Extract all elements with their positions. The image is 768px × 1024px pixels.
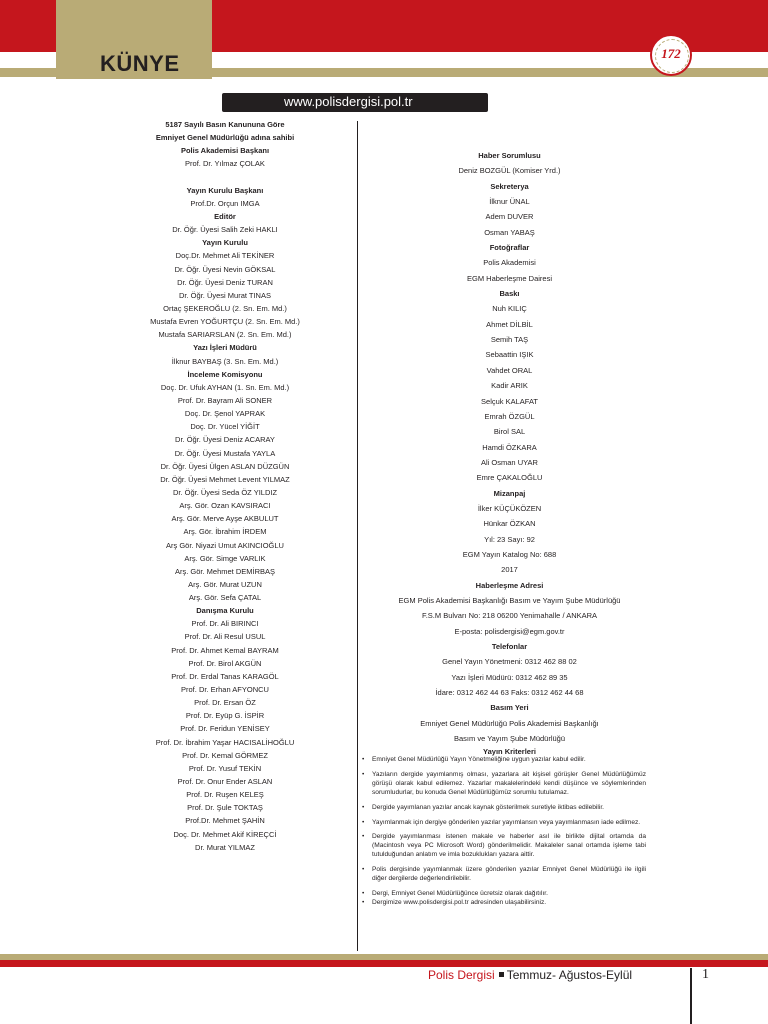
masthead-line: Prof. Dr. Şule TOKTAŞ: [187, 803, 263, 813]
column-divider: [357, 121, 358, 951]
masthead-line: Prof. Dr. Ali Resul USUL: [184, 632, 266, 642]
section-heading: Yayın Kriterleri: [483, 747, 536, 757]
criteria-item: • Dergide yayımlanması istenen makale ve haberler asıl ile birlikte dijital ortamda da (Macintosh veya PC Microsoft Word) gönderilmelidir. Makaleler sanal ortamda işleme tabi tutulduğundan anlatım ve imla bozuklukları yazara aittir.: [362, 833, 646, 860]
masthead-line: Osman YABAŞ: [484, 227, 535, 237]
masthead-line: Sebaattin IŞIK: [485, 350, 534, 360]
url-bar: [222, 93, 488, 112]
masthead-line: EGM Polis Akademisi Başkanlığı Basım ve Yayım Şube Müdürlüğü: [398, 595, 621, 605]
right-column-masthead: [362, 148, 657, 757]
section-heading: Danışma Kurulu: [196, 606, 254, 616]
masthead-line: Dr. Öğr. Üyesi Deniz TURAN: [177, 277, 273, 287]
criteria-item: • Dergide yayımlanan yazılar ancak kaynak gösterilmek suretiyle iktibas edilebilir.: [362, 804, 646, 813]
masthead-line: Yıl: 23 Sayı: 92: [484, 534, 535, 544]
section-heading: Telefonlar: [491, 642, 528, 651]
masthead-line: Polis Akademisi: [483, 258, 536, 268]
masthead-line: F.S.M Bulvarı No: 218 06200 Yenimahalle / ANKARA: [421, 611, 598, 621]
masthead-line: Mustafa SARIARSLAN (2. Sn. Em. Md.): [158, 330, 292, 340]
section-heading: Polis Akademisi Başkanı: [180, 146, 270, 156]
criteria-item: • Polis dergisinde yayımlanmak üzere gönderilen yazılar Emniyet Genel Müdürlüğü ile ilgili diğer dergilerde değerlendirilebilir.: [362, 866, 646, 884]
masthead-line: Dr. Öğr. Üyesi Nevin GÖKSAL: [174, 264, 276, 274]
masthead-line: Emniyet Genel Müdürlüğü Polis Akademisi Başkanlığı: [420, 718, 599, 728]
masthead-line: Arş. Gör. Sefa ÇATAL: [188, 593, 262, 603]
masthead-line: Yazı İşleri Müdürü: 0312 462 89 35: [451, 672, 568, 682]
masthead-line: Prof. Dr. Kemal GÖRMEZ: [182, 750, 268, 760]
masthead-line: Semih TAŞ: [490, 335, 529, 345]
masthead-line: Doç. Dr. Yücel YİĞİT: [190, 422, 260, 432]
masthead-line: Arş. Gör. Murat UZUN: [188, 579, 262, 589]
masthead-line: Arş. Gör. Ozan KAVSIRACI: [179, 501, 271, 511]
section-heading: Emniyet Genel Müdürlüğü adına sahibi: [155, 133, 295, 143]
logo-ring: [655, 39, 689, 73]
masthead-line: Arş Gör. Niyazi Umut AKINCIOĞLU: [166, 540, 284, 550]
masthead-line: Emre ÇAKALOĞLU: [476, 473, 543, 483]
masthead-line: 2017: [501, 565, 518, 575]
masthead-line: İdare: 0312 462 44 63 Faks: 0312 462 44 68: [435, 688, 584, 698]
masthead-line: Prof. Dr. Yusuf TEKİN: [188, 763, 262, 773]
section-heading: Yayın Kurulu Başkanı: [186, 185, 264, 195]
masthead-line: Arş. Gör. Mehmet DEMİRBAŞ: [174, 566, 276, 576]
section-heading: Mizanpaj: [493, 488, 526, 498]
left-column-masthead: [100, 118, 350, 854]
masthead-line: EGM Haberleşme Dairesi: [466, 273, 553, 283]
masthead-line: Birol SAL: [493, 427, 526, 437]
criteria-item: • Yayımlanmak için dergiye gönderilen yazılar yayımlansın veya yayımlanmasın iade edilmez.: [362, 819, 646, 828]
publication-criteria-list: [362, 756, 646, 908]
masthead-line: Prof. Dr. Ahmet Kemal BAYRAM: [171, 645, 279, 655]
masthead-line: Prof.Dr. Mehmet ŞAHİN: [185, 816, 265, 826]
masthead-line: Prof. Dr. Erhan AFYONCU: [181, 685, 269, 695]
masthead-line: [100, 171, 350, 184]
section-heading: 5187 Sayılı Basın Kanununa Göre: [165, 120, 285, 129]
page-title: KÜNYE: [100, 51, 180, 76]
masthead-line: Dr. Öğr. Üyesi Murat TINAS: [179, 290, 271, 300]
criteria-item: • Yazıların dergide yayımlanmış olması, yazarlara ait kişisel görüşler Genel Müdürlüğümüz görüşü olarak kabul edilemez. Yazarlar makalelerindeki kendi düşünce ve söylemlerinden sorumludurlar, bu konuda Genel Müdürlüğümüz sorumlu tutulamaz.: [362, 771, 646, 798]
masthead-line: Dr. Öğr. Üyesi Mustafa YAYLA: [174, 448, 276, 458]
masthead-line: Prof. Dr. Erdal Tanas KARAGÖL: [171, 671, 279, 681]
masthead-line: Mustafa Evren YOĞURTÇU (2. Sn. Em. Md.): [150, 317, 300, 327]
masthead-line: İlker KÜÇÜKÖZEN: [477, 503, 542, 513]
masthead-line: Vahdet ORAL: [486, 365, 533, 375]
masthead-line: Selçuk KALAFAT: [481, 396, 538, 406]
masthead-line: Doç. Dr. Ufuk AYHAN (1. Sn. Em. Md.): [160, 382, 290, 392]
masthead-line: Kadir ARIK: [491, 381, 528, 391]
section-heading: Editör: [214, 211, 236, 221]
masthead-line: Deniz BOZGÜL (Komiser Yrd.): [458, 166, 561, 176]
logo-number: 172: [661, 46, 681, 61]
section-heading: İnceleme Komisyonu: [187, 369, 263, 379]
masthead-line: Prof. Dr. Eyüp G. İSPİR: [185, 711, 265, 721]
masthead-line: Prof. Dr. Ersan ÖZ: [194, 698, 256, 708]
footer-brand: Polis Dergisi: [428, 968, 495, 982]
masthead-line: Prof. Dr. Feridun YENİSEY: [180, 724, 270, 734]
masthead-line: Basım ve Yayım Şube Müdürlüğü: [453, 734, 566, 744]
square-bullet-icon: [499, 972, 504, 977]
masthead-line: Arş. Gör. Merve Ayşe AKBULUT: [171, 514, 279, 524]
criteria-item: • Dergimize www.polisdergisi.pol.tr adresinden ulaşabilirsiniz.: [362, 899, 646, 908]
criteria-item: • Dergi, Emniyet Genel Müdürlüğünce ücretsiz olarak dağıtılır.: [362, 890, 646, 899]
footer-red-band: [0, 960, 768, 967]
masthead-line: Dr. Öğr. Üyesi Ülgen ASLAN DÜZGÜN: [160, 461, 290, 471]
masthead-line: Prof. Dr. Ruşen KELEŞ: [186, 790, 264, 800]
masthead-line: Prof. Dr. Birol AKGÜN: [188, 658, 262, 668]
page-number: 1: [702, 967, 709, 982]
masthead-line: Doç. Dr. Şenol YAPRAK: [184, 409, 266, 419]
footer-period: Temmuz- Ağustos-Eylül: [506, 968, 633, 982]
masthead-line: Dr. Murat YILMAZ: [195, 842, 255, 852]
police-academy-logo-icon: [650, 34, 692, 76]
masthead-line: Prof. Dr. Bayram Ali SONER: [177, 395, 273, 405]
section-heading: Fotoğraflar: [489, 243, 530, 253]
section-heading: Baskı: [499, 289, 520, 299]
section-heading: Sekreterya: [490, 181, 529, 191]
criteria-item: • Emniyet Genel Müdürlüğü Yayın Yönetmeliğine uygun yazılar kabul edilir.: [362, 756, 646, 765]
masthead-line: Prof.Dr. Orçun IMGA: [190, 198, 260, 208]
masthead-line: Dr. Öğr. Üyesi Mehmet Levent YILMAZ: [160, 474, 290, 484]
masthead-line: EGM Yayın Katalog No: 688: [462, 549, 557, 559]
masthead-line: Doç. Dr. Mehmet Akif KİREÇCİ: [173, 829, 277, 839]
website-url[interactable]: www.polisdergisi.pol.tr: [284, 94, 413, 109]
masthead-line: Ahmet DİLBİL: [486, 319, 533, 329]
masthead-line: İlknur ÜNAL: [489, 197, 530, 207]
section-heading: Basım Yeri: [490, 703, 529, 713]
title-box: [56, 0, 212, 79]
masthead-line: İlknur BAYBAŞ (3. Sn. Em. Md.): [171, 356, 279, 366]
masthead-line: Nuh KILIÇ: [492, 304, 527, 314]
masthead-line: Doç.Dr. Mehmet Ali TEKİNER: [175, 251, 275, 261]
masthead-line: Arş. Gör. Simge VARLIK: [184, 553, 266, 563]
footer-divider: [690, 968, 692, 1024]
masthead-line: Dr. Öğr. Üyesi Salih Zeki HAKLI: [172, 225, 278, 235]
masthead-line: Genel Yayın Yönetmeni: 0312 462 88 02: [442, 657, 577, 667]
section-heading: Yazı İşleri Müdürü: [193, 343, 257, 353]
masthead-line: Prof. Dr. Ali BIRINCI: [191, 619, 259, 629]
masthead-line: Hünkar ÖZKAN: [483, 519, 536, 529]
section-heading: Haber Sorumlusu: [478, 151, 541, 160]
masthead-line: Dr. Öğr. Üyesi Seda ÖZ YILDIZ: [172, 487, 278, 497]
masthead-line: Prof. Dr. İbrahim Yaşar HACISALİHOĞLU: [155, 737, 295, 747]
masthead-line: Ali Osman UYAR: [481, 457, 538, 467]
masthead-line: Dr. Öğr. Üyesi Deniz ACARAY: [175, 435, 275, 445]
footer-caption: [428, 968, 632, 982]
section-heading: Yayın Kurulu: [202, 238, 248, 248]
masthead-line: Ortaç ŞEKEROĞLU (2. Sn. Em. Md.): [163, 303, 287, 313]
masthead-line: Prof. Dr. Onur Ender ASLAN: [177, 777, 273, 787]
masthead-line: Arş. Gör. İbrahim İRDEM: [183, 527, 267, 537]
section-heading: Haberleşme Adresi: [475, 580, 544, 590]
masthead-line: E-posta: polisdergisi@egm.gov.tr: [454, 626, 565, 636]
masthead-line: Prof. Dr. Yılmaz ÇOLAK: [185, 159, 265, 169]
masthead-line: Emrah ÖZGÜL: [484, 411, 535, 421]
masthead-line: Adem DUVER: [485, 212, 534, 222]
masthead-line: Hamdi ÖZKARA: [482, 442, 537, 452]
